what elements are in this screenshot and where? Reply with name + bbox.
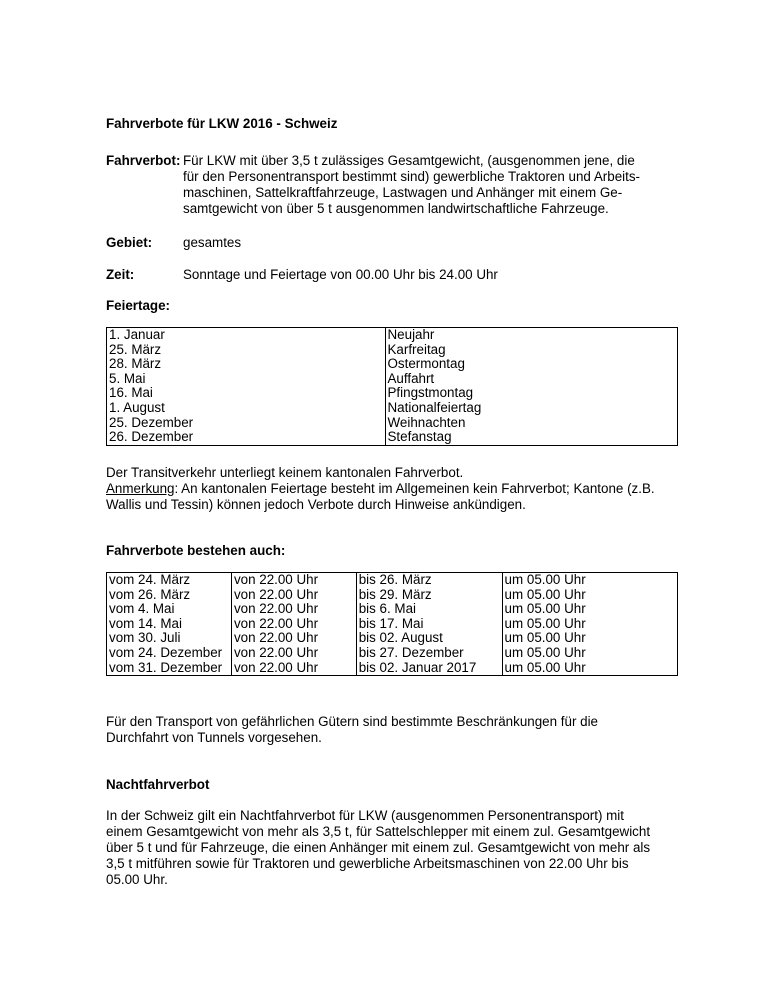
table-row bbox=[107, 646, 678, 661]
table-row bbox=[107, 328, 678, 343]
holiday-date: 28. März bbox=[107, 357, 386, 372]
transit-note: Der Transitverkehr unterliegt keinem kantonalen Fahrverbot. bbox=[106, 465, 464, 480]
from-date: vom 30. Juli bbox=[107, 631, 232, 646]
feiertage-heading: Feiertage: bbox=[106, 298, 170, 313]
table-row bbox=[107, 416, 678, 431]
table-row bbox=[107, 602, 678, 617]
holiday-date: 26. Dezember bbox=[107, 430, 386, 445]
holiday-date: 25. Dezember bbox=[107, 416, 386, 431]
from-time: von 22.00 Uhr bbox=[231, 573, 356, 588]
zeit-label: Zeit: bbox=[106, 267, 135, 282]
to-time: um 05.00 Uhr bbox=[502, 646, 677, 661]
table-row bbox=[107, 401, 678, 416]
anmerkung-block bbox=[106, 481, 706, 513]
nacht-line: 05.00 Uhr. bbox=[106, 872, 168, 887]
fahrverbot-line: maschinen, Sattelkraftfahrzeuge, Lastwagen und Anhänger mit einem Ge- bbox=[183, 185, 623, 200]
fahrverbot-line: Für LKW mit über 3,5 t zulässiges Gesamtgewicht, (ausgenommen jene, die bbox=[183, 153, 635, 168]
nacht-line: über 5 t und für Fahrzeuge, die einen Anhänger mit einem zul. Gesamtgewicht von mehr als bbox=[106, 840, 651, 855]
table-row bbox=[107, 661, 678, 676]
from-date: vom 24. Dezember bbox=[107, 646, 232, 661]
nacht-line: 3,5 t mitführen sowie für Traktoren und gewerbliche Arbeitsmaschinen von 22.00 Uhr bis bbox=[106, 856, 629, 871]
to-date: bis 02. August bbox=[356, 631, 502, 646]
auch-table bbox=[106, 572, 678, 676]
to-time: um 05.00 Uhr bbox=[502, 631, 677, 646]
nacht-line: einem Gesamtgewicht von mehr als 3,5 t, für Sattelschlepper mit einem zul. Gesamtgewicht bbox=[106, 824, 651, 839]
zeit-value: Sonntage und Feiertage von 00.00 Uhr bis 24.00 Uhr bbox=[183, 267, 498, 282]
from-date: vom 4. Mai bbox=[107, 602, 232, 617]
to-date: bis 17. Mai bbox=[356, 617, 502, 632]
nacht-paragraph bbox=[106, 808, 746, 888]
holiday-date: 16. Mai bbox=[107, 386, 386, 401]
table-row bbox=[107, 430, 678, 445]
anmerkung-label: Anmerkung bbox=[106, 481, 175, 496]
from-time: von 22.00 Uhr bbox=[231, 631, 356, 646]
fahrverbot-text bbox=[183, 153, 653, 217]
to-date: bis 6. Mai bbox=[356, 602, 502, 617]
gebiet-value: gesamtes bbox=[183, 235, 242, 250]
anmerkung-text: : An kantonalen Feiertage besteht im Allgemeinen kein Fahrverbot; Kantone (z.B. bbox=[174, 481, 655, 496]
holiday-date: 1. Januar bbox=[107, 328, 386, 343]
table-row bbox=[107, 343, 678, 358]
gefahrgut-line: Durchfahrt von Tunnels vorgesehen. bbox=[106, 730, 322, 745]
gebiet-label: Gebiet: bbox=[106, 235, 153, 250]
auch-heading: Fahrverbote bestehen auch: bbox=[106, 543, 286, 558]
to-time: um 05.00 Uhr bbox=[502, 602, 677, 617]
holiday-name: Stefanstag bbox=[385, 430, 678, 445]
holiday-name: Karfreitag bbox=[385, 343, 678, 358]
table-row bbox=[107, 372, 678, 387]
table-row bbox=[107, 631, 678, 646]
feiertage-table bbox=[106, 327, 678, 446]
to-time: um 05.00 Uhr bbox=[502, 588, 677, 603]
from-time: von 22.00 Uhr bbox=[231, 588, 356, 603]
nacht-line: In der Schweiz gilt ein Nachtfahrverbot für LKW (ausgenommen Personentransport) mit bbox=[106, 808, 625, 823]
holiday-name: Weihnachten bbox=[385, 416, 678, 431]
holiday-name: Nationalfeiertag bbox=[385, 401, 678, 416]
holiday-date: 1. August bbox=[107, 401, 386, 416]
holiday-name: Ostermontag bbox=[385, 357, 678, 372]
table-row bbox=[107, 386, 678, 401]
fahrverbot-line: samtgewicht von über 5 t ausgenommen landwirtschaftliche Fahrzeuge. bbox=[183, 201, 609, 216]
to-time: um 05.00 Uhr bbox=[502, 573, 677, 588]
nacht-heading: Nachtfahrverbot bbox=[106, 777, 210, 792]
holiday-name: Pfingstmontag bbox=[385, 386, 678, 401]
from-date: vom 14. Mai bbox=[107, 617, 232, 632]
from-date: vom 26. März bbox=[107, 588, 232, 603]
holiday-name: Auffahrt bbox=[385, 372, 678, 387]
anmerkung-line: Wallis und Tessin) können jedoch Verbote durch Hinweise ankündigen. bbox=[106, 497, 526, 512]
from-date: vom 31. Dezember bbox=[107, 661, 232, 676]
table-row bbox=[107, 357, 678, 372]
holiday-date: 25. März bbox=[107, 343, 386, 358]
to-time: um 05.00 Uhr bbox=[502, 617, 677, 632]
table-row bbox=[107, 573, 678, 588]
table-row bbox=[107, 588, 678, 603]
table-row bbox=[107, 617, 678, 632]
from-time: von 22.00 Uhr bbox=[231, 617, 356, 632]
from-date: vom 24. März bbox=[107, 573, 232, 588]
gefahrgut-paragraph bbox=[106, 714, 726, 746]
holiday-date: 5. Mai bbox=[107, 372, 386, 387]
to-time: um 05.00 Uhr bbox=[502, 661, 677, 676]
to-date: bis 02. Januar 2017 bbox=[356, 661, 502, 676]
gefahrgut-line: Für den Transport von gefährlichen Gütern sind bestimmte Beschränkungen für die bbox=[106, 714, 599, 729]
holiday-name: Neujahr bbox=[385, 328, 678, 343]
to-date: bis 27. Dezember bbox=[356, 646, 502, 661]
to-date: bis 26. März bbox=[356, 573, 502, 588]
page-title: Fahrverbote für LKW 2016 - Schweiz bbox=[106, 116, 338, 131]
fahrverbot-label: Fahrverbot: bbox=[106, 153, 181, 168]
fahrverbot-line: für den Personentransport bestimmt sind) gewerbliche Traktoren und Arbeits- bbox=[183, 169, 640, 184]
from-time: von 22.00 Uhr bbox=[231, 602, 356, 617]
from-time: von 22.00 Uhr bbox=[231, 646, 356, 661]
to-date: bis 29. März bbox=[356, 588, 502, 603]
from-time: von 22.00 Uhr bbox=[231, 661, 356, 676]
